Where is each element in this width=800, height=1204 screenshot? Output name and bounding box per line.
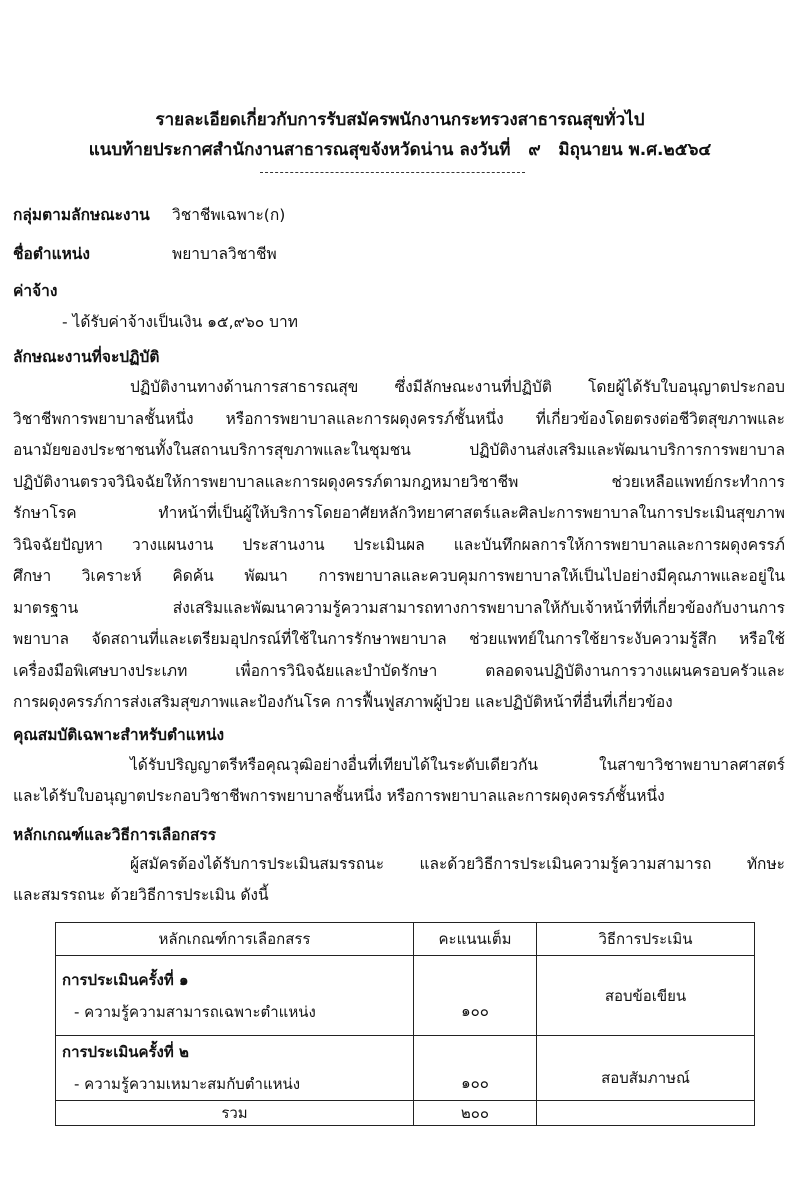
title-prefix: แนบท้ายประกาศสำนักงานสาธารณสุขจังหวัดน่าน ลงวันที่ [88, 140, 511, 160]
paragraph-line: พยาบาล จัดสถานที่และเตรียมอุปกรณ์ที่ใช้ในการรักษาพยาบาล ช่วยแพทย์ในการใช้ยาระงับความรู้สึก หรือใช้ [13, 630, 785, 648]
method-cell: สอบข้อเขียน [537, 956, 755, 1036]
method-cell: สอบสัมภาษณ์ [537, 1036, 755, 1101]
paragraph-line: การผดุงครรภ์การส่งเสริมสุขภาพและป้องกันโรค การฟื้นฟูสภาพผู้ป่วย และปฏิบัติหน้าที่อื่นที่เกี่ยวข้อง [13, 693, 673, 711]
paragraph-line: ผู้สมัครต้องได้รับการประเมินสมรรถนะ และด้วยวิธีการประเมินความรู้ความสามารถ ทักษะ [130, 855, 785, 873]
qualifications-heading: คุณสมบัติเฉพาะสำหรับตำแหน่ง [13, 726, 225, 744]
position-value: พยาบาลวิชาชีพ [172, 245, 277, 263]
criteria-item: - ความรู้ความสามารถเฉพาะตำแหน่ง [74, 1002, 316, 1021]
paragraph-line: รักษาโรค ทำหน้าที่เป็นผู้ให้บริการโดยอาศัยหลักวิทยาศาสตร์และศิลปะการพยาบาลในการประเมินสุขภาพ [13, 504, 785, 522]
round-label: การประเมินครั้งที่ ๒ [62, 1043, 189, 1061]
title-line-2 [0, 136, 800, 163]
divider [260, 172, 525, 173]
criteria-cell [56, 1036, 414, 1101]
date-month-year: มิถุนายน พ.ศ.๒๕๖๔ [558, 140, 712, 160]
header-score: คะแนนเต็ม [414, 923, 537, 956]
header-method: วิธีการประเมิน [537, 923, 755, 956]
paragraph-line: ศึกษา วิเคราะห์ คิดค้น พัฒนา การพยาบาลและควบคุมการพยาบาลให้เป็นไปอย่างมีคุณภาพและอยู่ใน [13, 567, 785, 585]
criteria-cell [56, 956, 414, 1036]
position-label: ชื่อตำแหน่ง [13, 245, 90, 263]
paragraph-line: ปฏิบัติงานตรวจวินิจฉัยให้การพยาบาลและการผดุงครรภ์ตามกฎหมายวิชาชีพ ช่วยเหลือแพทย์กระทำการ [13, 472, 785, 491]
round-label: การประเมินครั้งที่ ๑ [62, 970, 189, 989]
wage-label: ค่าจ้าง [13, 282, 58, 300]
duties-heading: ลักษณะงานที่จะปฏิบัติ [13, 348, 160, 366]
job-group-value: วิชาชีพเฉพาะ(ก) [172, 206, 286, 224]
date-day: ๙ [528, 140, 541, 160]
table-total-row [56, 1101, 755, 1126]
score-cell: ๑๐๐ [414, 956, 537, 1036]
criteria-item: - ความรู้ความเหมาะสมกับตำแหน่ง [74, 1075, 301, 1093]
table-row [56, 956, 755, 1036]
paragraph-line: อนามัยของประชาชนทั้งในสถานบริการสุขภาพและในชุมชน ปฏิบัติงานส่งเสริมและพัฒนาบริการการพยาบาล [13, 441, 785, 459]
paragraph-line: มาตรฐาน ส่งเสริมและพัฒนาความรู้ความสามารถทางการพยาบาลให้กับเจ้าหน้าที่ที่เกี่ยวข้องกับงานการ [13, 598, 785, 617]
wage-value: - ได้รับค่าจ้างเป็นเงิน ๑๕,๙๖๐ บาท [62, 313, 298, 331]
total-score: ๒๐๐ [414, 1101, 537, 1126]
title-line-1: รายละเอียดเกี่ยวกับการรับสมัครพนักงานกระทรวงสาธารณสุขทั่วไป [155, 110, 645, 130]
paragraph-line: ได้รับปริญญาตรีหรือคุณวุฒิอย่างอื่นที่เทียบได้ในระดับเดียวกัน ในสาขาวิชาพยาบาลศาสตร์ [130, 756, 785, 774]
paragraph-line: เครื่องมือพิเศษบางประเภท เพื่อการวินิจฉัยและบำบัดรักษา ตลอดจนปฏิบัติงานการวางแผนครอบครัวและ [13, 661, 785, 680]
selection-criteria-table [55, 922, 755, 1126]
paragraph-line: และสมรรถนะ ด้วยวิธีการประเมิน ดังนี้ [13, 886, 269, 904]
selection-heading: หลักเกณฑ์และวิธีการเลือกสรร [13, 826, 217, 844]
empty-cell [537, 1101, 755, 1126]
total-label: รวม [56, 1101, 414, 1126]
score-cell: ๑๐๐ [414, 1036, 537, 1101]
table-row [56, 1036, 755, 1101]
paragraph-line: และได้รับใบอนุญาตประกอบวิชาชีพการพยาบาลชั้นหนึ่ง หรือการพยาบาลและการผดุงครรภ์ชั้นหนึ่ง [13, 787, 665, 805]
table-header-row [56, 923, 755, 956]
job-group-label: กลุ่มตามลักษณะงาน [13, 206, 150, 224]
paragraph-line: วินิจฉัยปัญหา วางแผนงาน ประสานงาน ประเมินผล และบันทึกผลการให้การพยาบาลและการผดุงครรภ์ [13, 535, 785, 554]
paragraph-line: วิชาชีพการพยาบาลชั้นหนึ่ง หรือการพยาบาลและการผดุงครรภ์ชั้นหนึ่ง ที่เกี่ยวข้องโดยตรงต่อชีวิตสุขภาพและ [13, 409, 785, 428]
header-criteria: หลักเกณฑ์การเลือกสรร [56, 923, 414, 956]
paragraph-line: ปฏิบัติงานทางด้านการสาธารณสุข ซึ่งมีลักษณะงานที่ปฏิบัติ โดยผู้ได้รับใบอนุญาตประกอบ [130, 378, 785, 396]
